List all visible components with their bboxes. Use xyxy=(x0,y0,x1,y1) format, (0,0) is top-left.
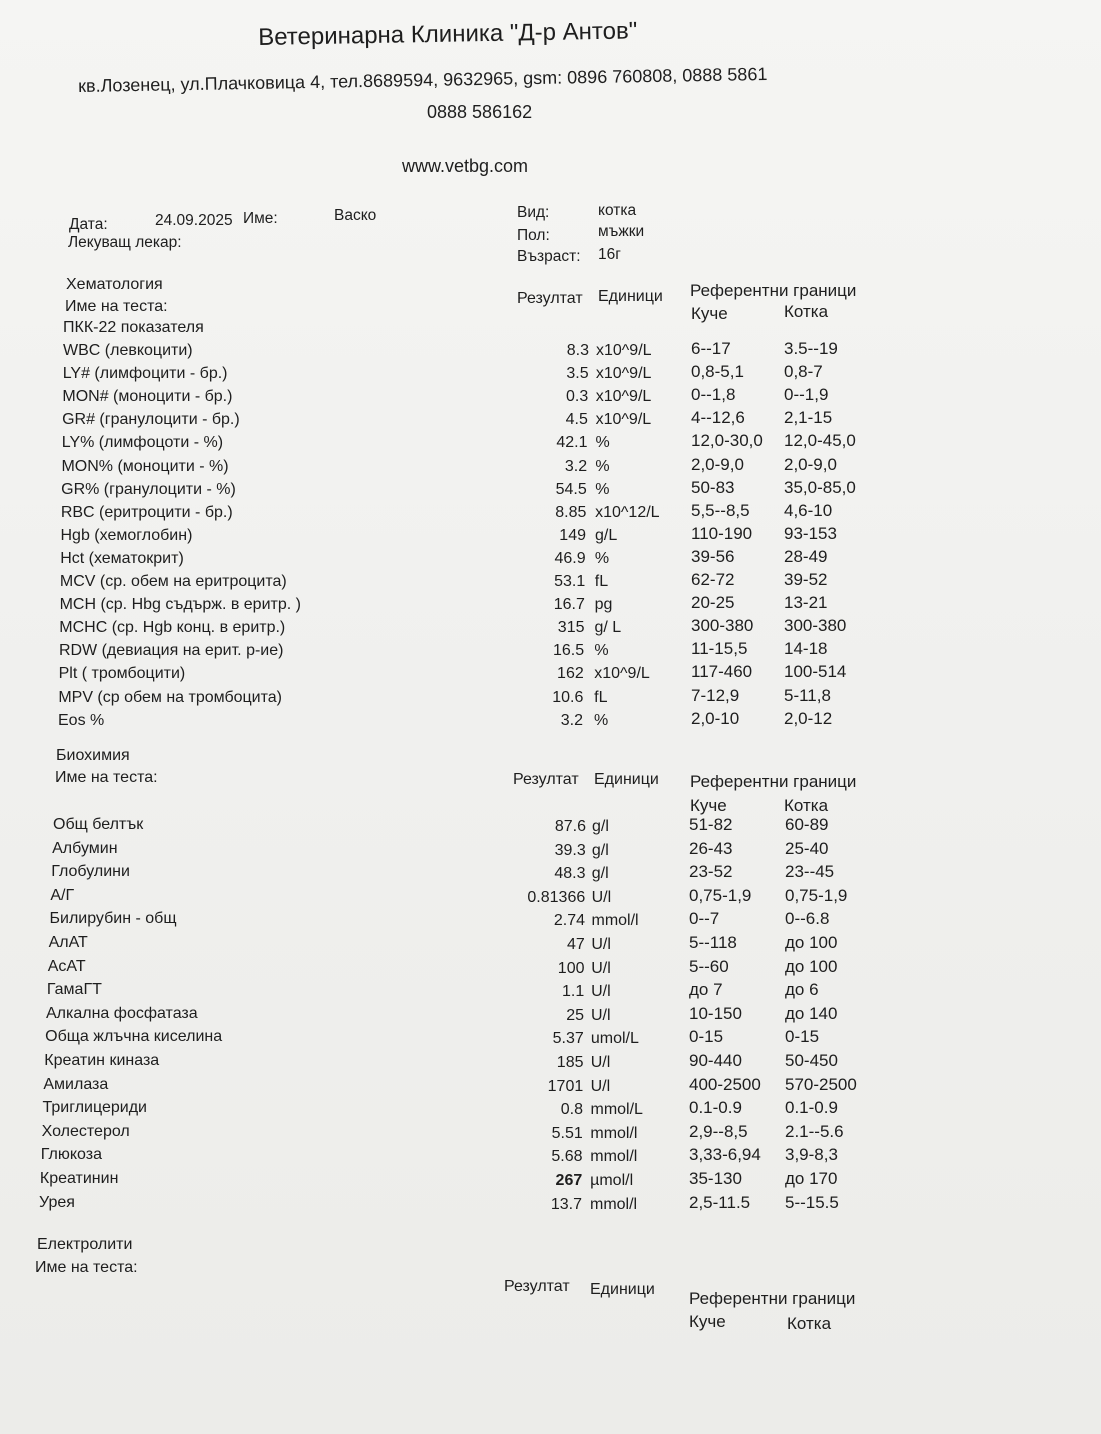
cell-cat: 2,0-12 xyxy=(784,708,833,728)
species-value: котка xyxy=(598,202,637,219)
doctor-label: Лекуващ лекар: xyxy=(68,234,182,251)
name-label: Име: xyxy=(243,210,278,227)
cell-unit: g/l xyxy=(592,818,609,835)
cell-unit: x10^12/L xyxy=(595,503,660,521)
cell-cat: 2,0-9,0 xyxy=(784,454,837,474)
cell-dog: 12,0-30,0 xyxy=(691,431,763,451)
cell-dog: 7-12,9 xyxy=(691,685,740,705)
cell-dog: 300-380 xyxy=(691,616,754,636)
electrolytes-result-header: Резултат xyxy=(504,1278,570,1295)
biochemistry-row xyxy=(0,838,1101,864)
cell-unit: mmol/l xyxy=(590,1124,638,1142)
cell-cat: 13-21 xyxy=(784,593,828,613)
cell-unit: U/l xyxy=(591,888,612,906)
cell-value: 5.68 xyxy=(551,1148,583,1166)
biochemistry-row xyxy=(0,909,1101,934)
cell-cat: 0--6.8 xyxy=(785,909,830,929)
biochemistry-dog-header: Куче xyxy=(690,796,727,815)
cell-cat: 0,8-7 xyxy=(784,362,823,382)
cell-unit: mmol/l xyxy=(591,912,639,930)
cell-value: 0.3 xyxy=(566,388,589,406)
cell-name: RBC (еритроцити - бр.) xyxy=(60,503,233,521)
hematology-dog-header: Куче xyxy=(691,304,728,323)
cell-unit: mmol/l xyxy=(590,1148,638,1166)
cell-unit: fL xyxy=(594,573,609,590)
cell-cat: до 6 xyxy=(785,980,819,1000)
cell-unit: x10^9/L xyxy=(594,665,650,683)
cell-cat: 25-40 xyxy=(785,838,829,858)
cell-value: 1701 xyxy=(547,1077,584,1095)
cell-unit: x10^9/L xyxy=(595,411,652,429)
cell-unit: U/l xyxy=(590,1077,611,1095)
hematology-row xyxy=(0,454,1101,480)
cell-value: 0.81366 xyxy=(527,888,586,906)
biochemistry-row xyxy=(0,1192,1101,1218)
hematology-panel-label: ПКК-22 показателя xyxy=(63,319,204,336)
cell-dog: 0-15 xyxy=(689,1027,724,1047)
cell-dog: 0,75-1,9 xyxy=(689,885,752,905)
cell-cat: 4,6-10 xyxy=(784,500,833,520)
cell-dog: 117-460 xyxy=(691,662,753,682)
cell-value: 185 xyxy=(556,1054,584,1071)
hematology-row xyxy=(0,662,1101,687)
clinic-title: Ветеринарна Клиника "Д-р Антов" xyxy=(258,17,638,51)
cell-dog: 5--60 xyxy=(689,956,729,976)
cell-name: Глобулини xyxy=(51,863,130,881)
cell-value: 1.1 xyxy=(562,983,585,1001)
electrolytes-section-title: Електролити xyxy=(37,1236,133,1253)
cell-name: Plt ( тромбоцити) xyxy=(58,665,186,683)
cell-dog: 6--17 xyxy=(691,339,731,358)
biochemistry-row xyxy=(0,862,1101,887)
cell-value: 13.7 xyxy=(550,1195,582,1213)
cell-unit: % xyxy=(594,549,610,567)
hematology-row xyxy=(0,339,1101,364)
cell-value: 87.6 xyxy=(554,818,586,835)
cell-name: Триглицериди xyxy=(42,1099,147,1117)
cell-name: Глюкоза xyxy=(40,1146,102,1164)
cell-cat: 35,0-85,0 xyxy=(784,477,856,497)
biochemistry-section-title: Биохимия xyxy=(56,747,130,764)
cell-dog: 2,0-9,0 xyxy=(691,454,744,474)
cell-cat: 2,1-15 xyxy=(784,408,833,428)
cell-unit: g/ L xyxy=(594,619,622,637)
cell-name: АсАТ xyxy=(47,957,86,975)
cell-cat: 50-450 xyxy=(785,1051,838,1070)
cell-dog: 5,5--8,5 xyxy=(691,500,750,520)
cell-dog: до 7 xyxy=(689,980,723,1000)
cell-name: Обща жлъчна киселина xyxy=(45,1028,223,1046)
hematology-row xyxy=(0,431,1101,456)
cell-dog: 4--12,6 xyxy=(691,408,745,428)
cell-unit: g/l xyxy=(591,865,609,883)
cell-dog: 11-15,5 xyxy=(691,639,748,659)
cell-dog: 50-83 xyxy=(691,477,735,497)
cell-cat: 28-49 xyxy=(784,546,828,566)
cell-cat: 570-2500 xyxy=(785,1074,857,1094)
biochemistry-row xyxy=(0,815,1101,840)
cell-unit: g/L xyxy=(595,526,618,544)
cell-name: GR# (гранулоцити - бр.) xyxy=(62,411,240,429)
cell-value: 54.5 xyxy=(555,480,587,498)
cell-value: 315 xyxy=(557,619,585,637)
cell-unit: U/l xyxy=(591,959,611,977)
cell-value: 4.5 xyxy=(565,411,588,429)
cell-cat: до 140 xyxy=(785,1003,838,1023)
biochemistry-row xyxy=(0,956,1101,982)
hematology-row xyxy=(0,362,1101,387)
cell-value: 3.5 xyxy=(566,365,589,383)
cell-cat: 3,9-8,3 xyxy=(785,1145,838,1165)
species-label: Вид: xyxy=(517,204,550,221)
cell-dog: 35-130 xyxy=(689,1169,742,1188)
electrolytes-reference-header: Референтни граници xyxy=(689,1289,856,1308)
cell-dog: 23-52 xyxy=(689,862,733,882)
cell-dog: 0.1-0.9 xyxy=(689,1098,742,1118)
biochemistry-row xyxy=(0,1003,1101,1029)
age-label: Възраст: xyxy=(517,248,581,265)
cell-unit: x10^9/L xyxy=(595,388,652,406)
cell-unit: g/l xyxy=(591,841,609,859)
hematology-row xyxy=(0,639,1101,664)
cell-name: MON# (моноцити - бр.) xyxy=(62,388,233,406)
cell-cat: 0-15 xyxy=(785,1027,820,1047)
cell-unit: % xyxy=(595,457,610,475)
clinic-website: www.vetbg.com xyxy=(402,156,529,176)
cell-unit: % xyxy=(594,642,609,660)
hematology-reference-header: Референтни граници xyxy=(690,281,857,300)
hematology-row xyxy=(0,385,1101,410)
cell-dog: 2,9--8,5 xyxy=(689,1121,748,1141)
cell-cat: 23--45 xyxy=(785,862,835,882)
cell-cat: до 100 xyxy=(785,956,838,976)
cell-name: Алкална фосфатаза xyxy=(46,1004,198,1022)
cell-name: MCHC (ср. Hgb конц. в еритр.) xyxy=(59,619,286,637)
biochemistry-row xyxy=(0,980,1101,1005)
cell-dog: 20-25 xyxy=(691,593,735,613)
cell-name: Албумин xyxy=(52,839,118,857)
clinic-phone-extra: 0888 586162 xyxy=(427,102,533,122)
cell-dog: 0,8-5,1 xyxy=(691,362,744,382)
cell-dog: 0--7 xyxy=(689,909,720,929)
cell-unit: umol/L xyxy=(590,1030,639,1048)
cell-dog: 26-43 xyxy=(689,838,733,858)
cell-name: Eos % xyxy=(58,711,105,729)
cell-value: 149 xyxy=(559,526,586,544)
cell-value: 48.3 xyxy=(554,865,586,883)
cell-value: 5.37 xyxy=(552,1030,584,1048)
cell-dog: 10-150 xyxy=(689,1003,742,1023)
name-value: Васко xyxy=(334,207,377,224)
cell-value: 5.51 xyxy=(551,1124,583,1142)
cell-name: MON% (моноцити - %) xyxy=(61,457,229,475)
hematology-row xyxy=(0,523,1101,549)
biochemistry-row xyxy=(0,1121,1101,1147)
hematology-row xyxy=(0,685,1101,711)
cell-unit: mmol/l xyxy=(590,1195,638,1213)
cell-name: MCV (ср. обем на еритроцита) xyxy=(59,573,287,590)
cell-unit: U/l xyxy=(590,1054,611,1071)
cell-name: Креатин киназа xyxy=(44,1052,160,1069)
cell-cat: 39-52 xyxy=(784,570,828,589)
biochemistry-row xyxy=(0,933,1101,958)
clinic-address: кв.Лозенец, ул.Плачковица 4, тел.8689594, 9632965, gsm: 0896 760808, 0888 5861 xyxy=(78,63,768,96)
cell-name: Амилаза xyxy=(43,1075,109,1093)
cell-name: Урея xyxy=(39,1193,75,1211)
cell-dog: 400-2500 xyxy=(689,1074,761,1094)
cell-dog: 51-82 xyxy=(689,815,733,834)
cell-value: 46.9 xyxy=(554,549,586,567)
cell-cat: 0--1,9 xyxy=(784,385,829,405)
cell-value: 39.3 xyxy=(554,841,586,859)
cell-value: 53.1 xyxy=(554,573,586,590)
cell-unit: x10^9/L xyxy=(596,342,652,359)
cell-name: MCH (ср. Hbg съдърж. в еритр. ) xyxy=(59,596,301,614)
hematology-row xyxy=(0,708,1101,734)
cell-dog: 39-56 xyxy=(691,546,735,566)
cell-name: Общ белтък xyxy=(53,816,144,833)
hematology-test-name-header: Име на теста: xyxy=(65,298,168,315)
cell-cat: 300-380 xyxy=(784,616,847,636)
cell-dog: 5--118 xyxy=(689,933,737,952)
cell-cat: 60-89 xyxy=(785,815,829,834)
sex-value: мъжки xyxy=(598,223,645,240)
biochemistry-row xyxy=(0,885,1101,911)
electrolytes-units-header: Единици xyxy=(590,1281,655,1298)
cell-unit: mmol/L xyxy=(590,1101,643,1119)
cell-value: 25 xyxy=(566,1006,584,1024)
cell-cat: 2.1--5.6 xyxy=(785,1121,844,1141)
cell-name: Билирубин - общ xyxy=(49,910,177,928)
date-label: Дата: xyxy=(69,216,108,233)
biochemistry-cat-header: Котка xyxy=(784,796,829,815)
cell-cat: 14-18 xyxy=(784,639,828,659)
cell-cat: 5-11,8 xyxy=(784,685,831,705)
cell-cat: до 170 xyxy=(785,1169,838,1188)
cell-dog: 2,0-10 xyxy=(691,708,740,728)
hematology-row xyxy=(0,616,1101,641)
biochemistry-test-name-header: Име на теста: xyxy=(55,769,158,786)
cell-name: Креатинин xyxy=(39,1170,119,1187)
cell-cat: до 100 xyxy=(785,933,838,952)
cell-value: 47 xyxy=(566,936,585,953)
cell-unit: U/l xyxy=(591,936,611,953)
cell-value: 0.8 xyxy=(560,1101,583,1119)
hematology-cat-header: Котка xyxy=(784,302,829,321)
cell-unit: U/l xyxy=(591,983,611,1001)
hematology-result-header: Резултат xyxy=(517,290,583,307)
cell-value: 100 xyxy=(557,959,585,977)
date-value: 24.09.2025 xyxy=(155,212,233,229)
cell-value: 3.2 xyxy=(560,711,583,729)
cell-name: А/Г xyxy=(50,886,75,904)
cell-value: 10.6 xyxy=(552,688,584,706)
cell-name: GR% (гранулоцити - %) xyxy=(61,480,236,498)
biochemistry-units-header: Единици xyxy=(594,771,659,788)
cell-value: 3.2 xyxy=(564,457,588,475)
hematology-row xyxy=(0,500,1101,526)
cell-dog: 90-440 xyxy=(689,1051,742,1070)
cell-cat: 0.1-0.9 xyxy=(785,1098,838,1118)
cell-name: ГамаГТ xyxy=(46,981,102,999)
sex-label: Пол: xyxy=(517,227,550,244)
cell-value: 8.3 xyxy=(566,342,589,359)
cell-cat: 93-153 xyxy=(784,523,837,543)
hematology-row xyxy=(0,593,1101,618)
cell-name: АлАТ xyxy=(48,934,88,951)
cell-unit: x10^9/L xyxy=(595,365,652,383)
cell-unit: µmol/l xyxy=(590,1172,634,1189)
cell-unit: % xyxy=(595,434,610,452)
cell-value: 162 xyxy=(557,665,584,683)
biochemistry-row xyxy=(0,1074,1101,1100)
cell-name: RDW (девиация на ерит. р-ие) xyxy=(58,642,284,660)
cell-name: LY# (лимфоцити - бр.) xyxy=(62,365,228,383)
electrolytes-dog-header: Куче xyxy=(689,1312,726,1331)
cell-name: MPV (ср обем на тромбоцита) xyxy=(58,688,282,706)
cell-name: WBC (левкоцити) xyxy=(63,342,193,359)
cell-cat: 12,0-45,0 xyxy=(784,431,856,451)
biochemistry-row xyxy=(0,1051,1101,1076)
hematology-section-title: Хематология xyxy=(66,276,163,293)
cell-unit: U/l xyxy=(591,1006,611,1024)
hematology-row xyxy=(0,570,1101,595)
hematology-units-header: Единици xyxy=(598,288,663,305)
cell-dog: 62-72 xyxy=(691,570,735,589)
biochemistry-row xyxy=(0,1169,1101,1194)
biochemistry-result-header: Резултат xyxy=(513,771,579,788)
cell-unit: pg xyxy=(594,596,613,614)
cell-unit: % xyxy=(595,480,610,498)
biochemistry-row xyxy=(0,1027,1101,1052)
electrolytes-cat-header: Котка xyxy=(787,1314,832,1333)
cell-value: 16.7 xyxy=(553,596,585,614)
cell-name: LY% (лимфоцоти - %) xyxy=(61,434,224,452)
biochemistry-row xyxy=(0,1098,1101,1123)
cell-cat: 5--15.5 xyxy=(785,1192,839,1212)
cell-unit: fL xyxy=(594,688,608,706)
cell-name: Hct (хематокрит) xyxy=(60,549,184,567)
hematology-row xyxy=(0,408,1101,433)
cell-cat: 3.5--19 xyxy=(784,339,838,358)
cell-dog: 2,5-11.5 xyxy=(689,1192,751,1212)
cell-value: 42.1 xyxy=(556,434,588,452)
cell-cat: 0,75-1,9 xyxy=(785,885,848,905)
cell-name: Hgb (хемоглобин) xyxy=(60,526,193,544)
biochemistry-row xyxy=(0,1145,1101,1170)
cell-value: 8.85 xyxy=(555,503,587,521)
electrolytes-test-name-header: Име на теста: xyxy=(35,1259,138,1276)
cell-value: 2.74 xyxy=(553,912,585,930)
biochemistry-reference-header: Референтни граници xyxy=(690,772,857,791)
hematology-row xyxy=(0,546,1101,572)
cell-dog: 0--1,8 xyxy=(691,385,736,405)
cell-value: 267 xyxy=(555,1172,583,1189)
cell-name: Холестерол xyxy=(41,1122,130,1140)
cell-unit: % xyxy=(594,711,609,729)
cell-cat: 100-514 xyxy=(784,662,847,682)
age-value: 16г xyxy=(598,246,621,263)
cell-value: 16.5 xyxy=(552,642,585,660)
cell-dog: 110-190 xyxy=(691,523,753,543)
cell-dog: 3,33-6,94 xyxy=(689,1145,761,1165)
hematology-row xyxy=(0,477,1101,503)
